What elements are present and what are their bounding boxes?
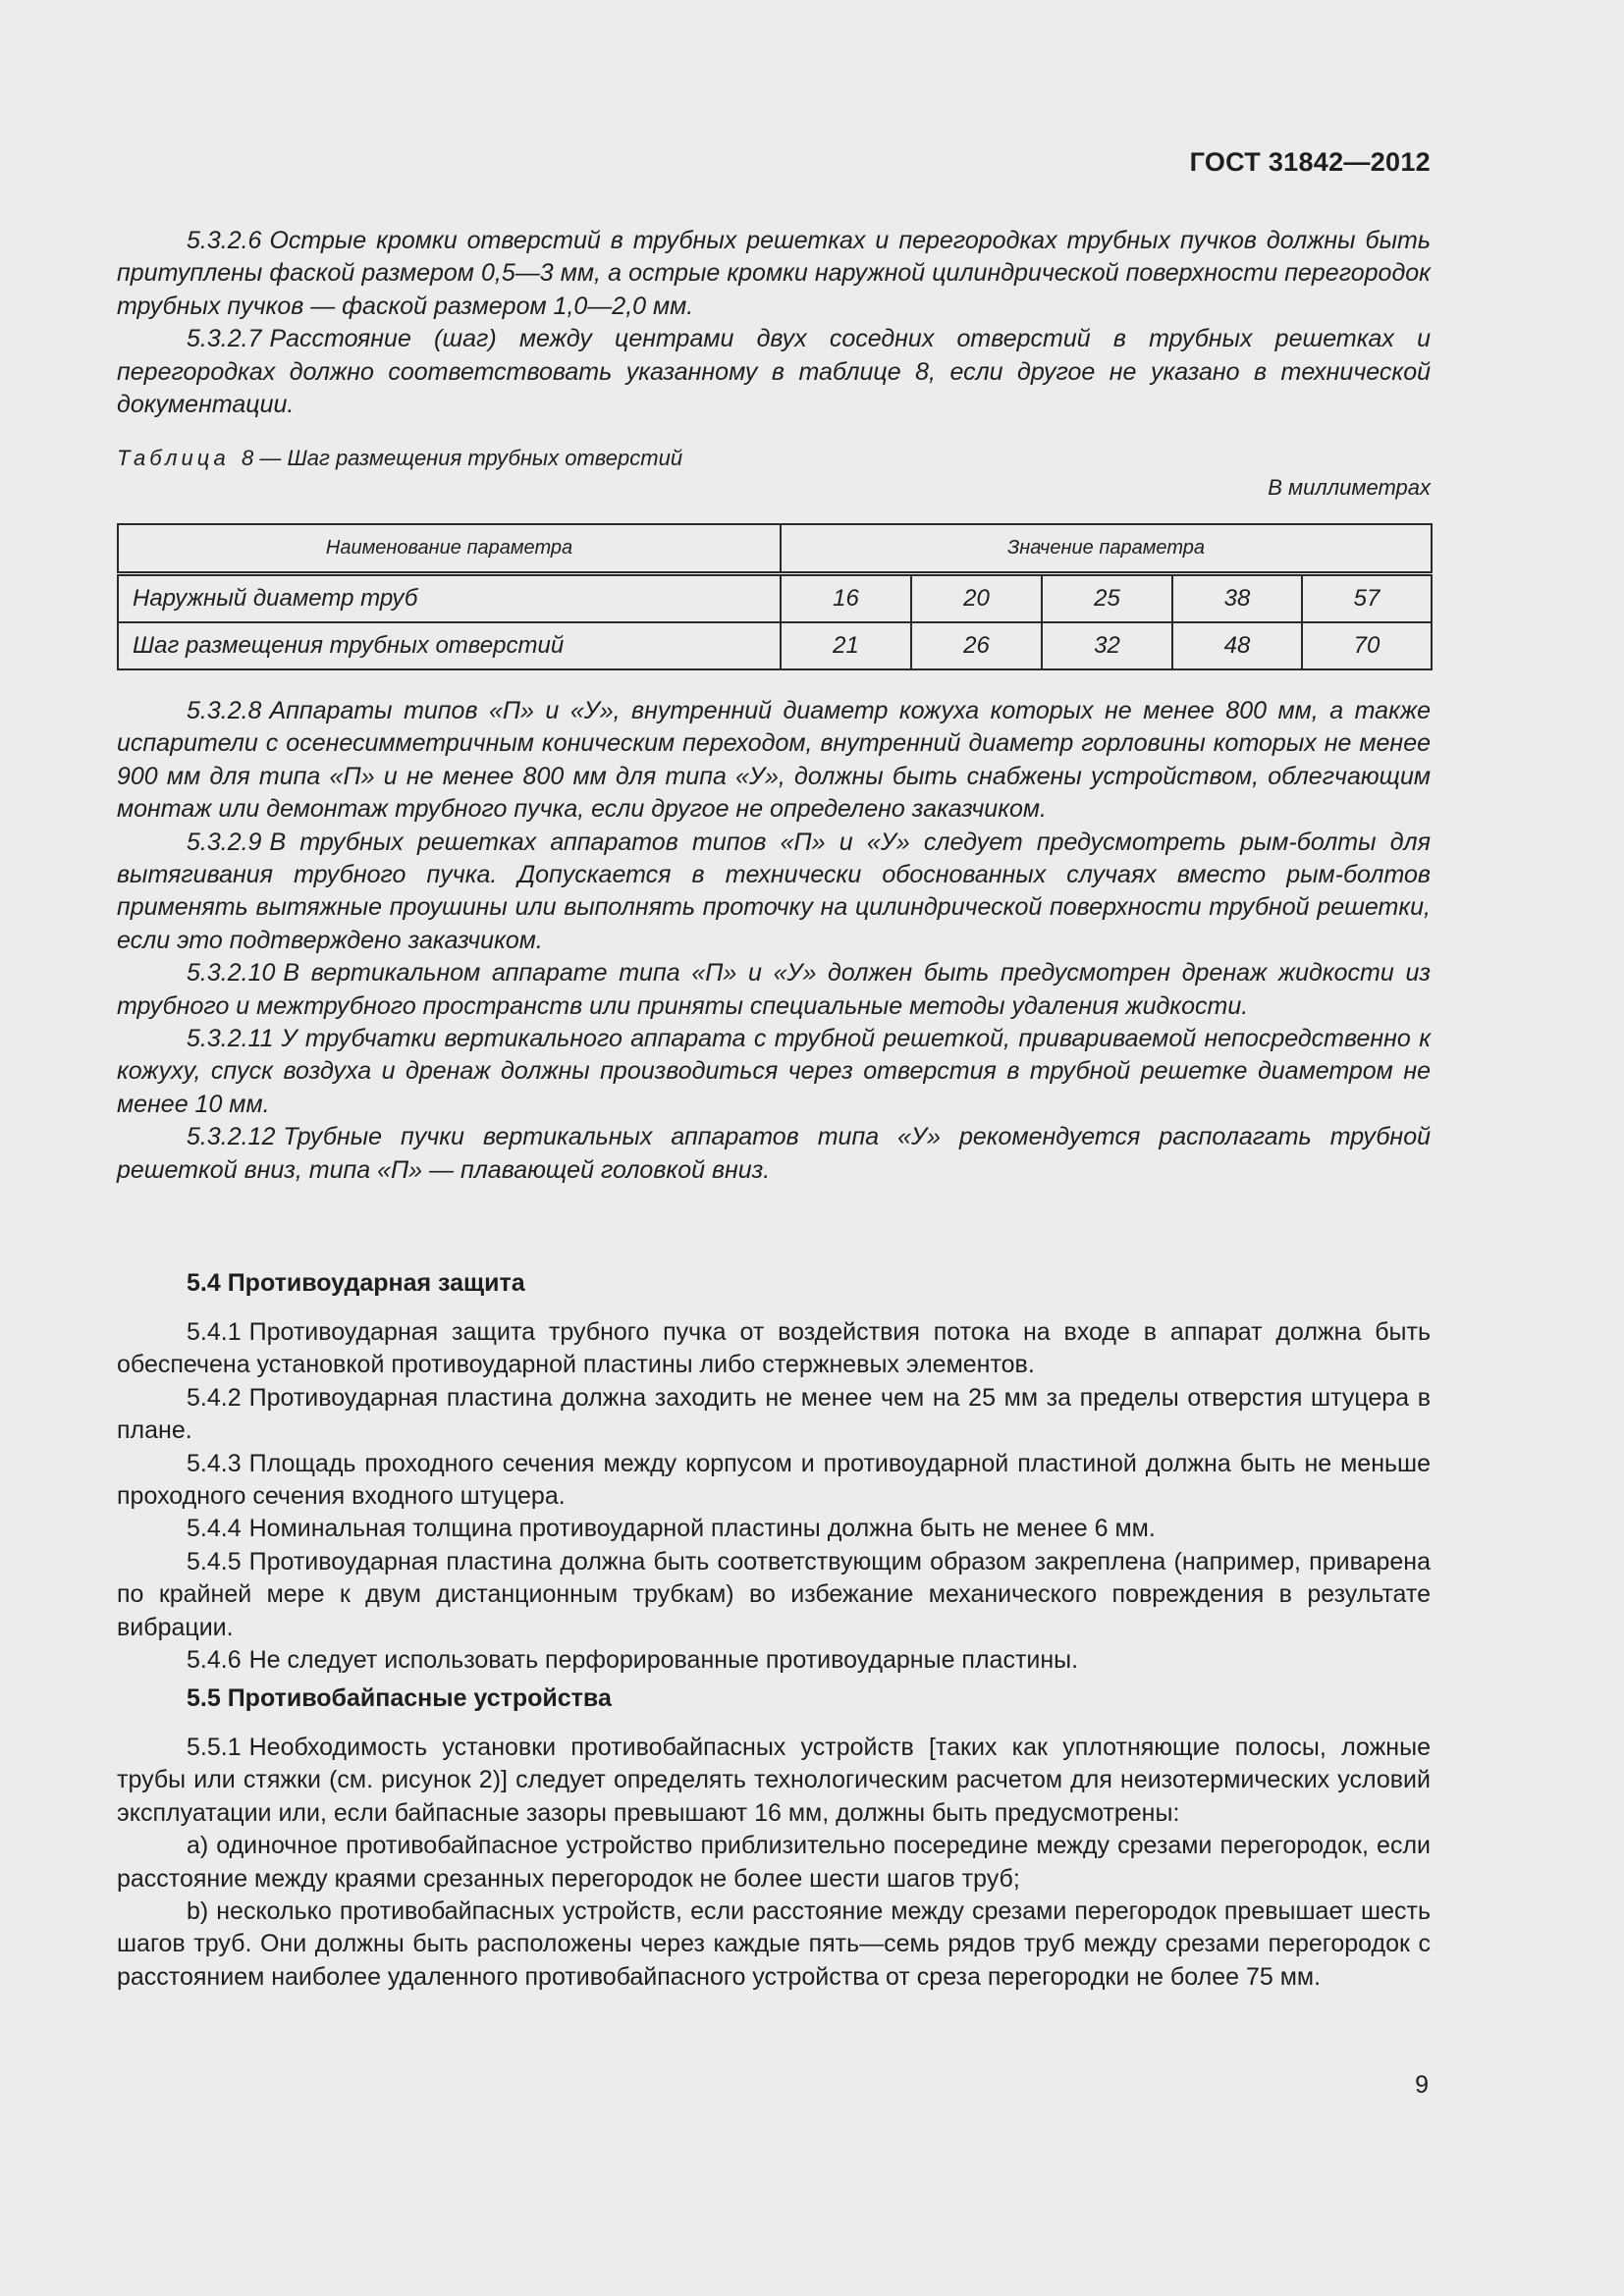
section-5-4-body	[117, 1316, 1431, 1677]
paragraph-5-4-4: 5.4.4 Номинальная толщина противоударной пластины должна быть не менее 6 мм.	[187, 1515, 1156, 1543]
paragraph-5-3-2-6: 5.3.2.6 Острые кромки отверстий в трубных решетках и перегородках трубных пучков должны быть притуплены фаской размером 0,5—3 мм, а острые кромки наружной цилиндрической поверхности перегородок трубных пучков — фаской размером 1,0—2,0 мм.	[117, 227, 1431, 320]
table-header-parameter-name: Наименование параметра	[118, 524, 781, 574]
paragraph-5-3-2-9: 5.3.2.9 В трубных решетках аппаратов типов «П» и «У» следует предусмотреть рым-болты для вытягивания трубного пучка. Допускается в технически обоснованных случаях вместо рым-болтов применять вытяжные проушины или выполнять проточку на цилиндрической поверхности трубной решетки, если это подтверждено заказчиком.	[117, 828, 1431, 954]
tube-pitch-table	[117, 523, 1433, 670]
section-heading-5-5: 5.5 Противобайпасные устройства	[187, 1684, 612, 1712]
list-item-a: a) одиночное противобайпасное устройство приблизительно посередине между срезами перегородок, если расстояние между краями срезанных перегородок не более шести шагов труб;	[117, 1832, 1431, 1893]
paragraphs-top	[117, 225, 1431, 421]
table-cell-value: 26	[911, 622, 1042, 669]
section-5-5-body	[117, 1732, 1431, 1994]
table-row	[118, 622, 1432, 669]
document-page	[117, 0, 1431, 2296]
table-cell-value: 16	[781, 574, 911, 623]
table-header-row	[118, 524, 1432, 574]
paragraph-5-3-2-10: 5.3.2.10 В вертикальном аппарате типа «П» и «У» должен быть предусмотрен дренаж жидкости из трубного и межтрубного пространств или приняты специальные методы удаления жидкости.	[117, 959, 1431, 1020]
table-cell-name: Шаг размещения трубных отверстий	[118, 622, 781, 669]
list-item-b: b) несколько противобайпасных устройств, если расстояние между срезами перегородок превышает шесть шагов труб. Они должны быть расположены через каждые пять—семь рядов труб между срезами перегородок с расстоянием наиболее удаленного противобайпасного устройства от среза перегородки не более 75 мм.	[117, 1897, 1431, 1991]
paragraph-5-3-2-11: 5.3.2.11 У трубчатки вертикального аппарата с трубной решеткой, привариваемой непосредственно к кожуху, спуск воздуха и дренаж должны производиться через отверстия в трубной решетке диаметром не менее 10 мм.	[117, 1025, 1431, 1118]
paragraph-5-5-1: 5.5.1 Необходимость установки противобайпасных устройств [таких как уплотняющие полосы, ложные трубы или стяжки (см. рисунок 2)] следует определять технологическим расчетом для неизотермических условий эксплуатации или, если байпасные зазоры превышают 16 мм, должны быть предусмотрены:	[117, 1734, 1431, 1827]
table-cell-value: 25	[1042, 574, 1172, 623]
table-header-parameter-value: Значение параметра	[781, 524, 1432, 574]
table-cell-value: 57	[1302, 574, 1432, 623]
table-caption: Таблица 8 — Шаг размещения трубных отверстий	[117, 446, 683, 470]
paragraph-5-3-2-12: 5.3.2.12 Трубные пучки вертикальных аппаратов типа «У» рекомендуется располагать трубной решеткой вниз, типа «П» — плавающей головкой вниз.	[117, 1123, 1431, 1184]
paragraphs-mid	[117, 695, 1431, 1187]
table-cell-name: Наружный диаметр труб	[118, 574, 781, 623]
document-id-header: ГОСТ 31842—2012	[1189, 147, 1431, 177]
table-units: В миллиметрах	[1268, 475, 1431, 500]
paragraph-5-4-1: 5.4.1 Противоударная защита трубного пучка от воздействия потока на входе в аппарат должна быть обеспечена установкой противоударной пластины либо стержневых элементов.	[117, 1318, 1431, 1379]
table-cell-value: 48	[1172, 622, 1302, 669]
paragraph-5-4-6: 5.4.6 Не следует использовать перфорированные противоударные пластины.	[187, 1646, 1079, 1675]
section-heading-5-4: 5.4 Противоударная защита	[187, 1269, 525, 1297]
paragraph-5-3-2-7: 5.3.2.7 Расстояние (шаг) между центрами двух соседних отверстий в трубных решетках и перегородках должно соответствовать указанному в таблице 8, если другое не указано в технической документации.	[117, 325, 1431, 419]
table-cell-value: 70	[1302, 622, 1432, 669]
paragraph-5-4-3: 5.4.3 Площадь проходного сечения между корпусом и противоударной пластиной должна быть не меньше проходного сечения входного штуцера.	[117, 1449, 1431, 1511]
paragraph-5-4-5: 5.4.5 Противоударная пластина должна быть соответствующим образом закреплена (например, приварена по крайней мере к двум дистанционным трубкам) во избежание механического повреждения в результате вибрации.	[117, 1547, 1431, 1641]
table-cell-value: 32	[1042, 622, 1172, 669]
table-cell-value: 21	[781, 622, 911, 669]
paragraph-5-4-2: 5.4.2 Противоударная пластина должна заходить не менее чем на 25 мм за пределы отверстия штуцера в плане.	[117, 1383, 1431, 1445]
paragraph-5-3-2-8: 5.3.2.8 Аппараты типов «П» и «У», внутренний диаметр кожуха которых не менее 800 мм, а также испарители с осенесимметричным коническим переходом, внутренний диаметр горловины которых не менее 900 мм для типа «П» и не менее 800 мм для типа «У», должны быть снабжены устройством, облегчающим монтаж или демонтаж трубного пучка, если другое не определено заказчиком.	[117, 697, 1431, 824]
page-number: 9	[1415, 2071, 1429, 2099]
table-cell-value: 38	[1172, 574, 1302, 623]
table-row	[118, 574, 1432, 623]
table-cell-value: 20	[911, 574, 1042, 623]
